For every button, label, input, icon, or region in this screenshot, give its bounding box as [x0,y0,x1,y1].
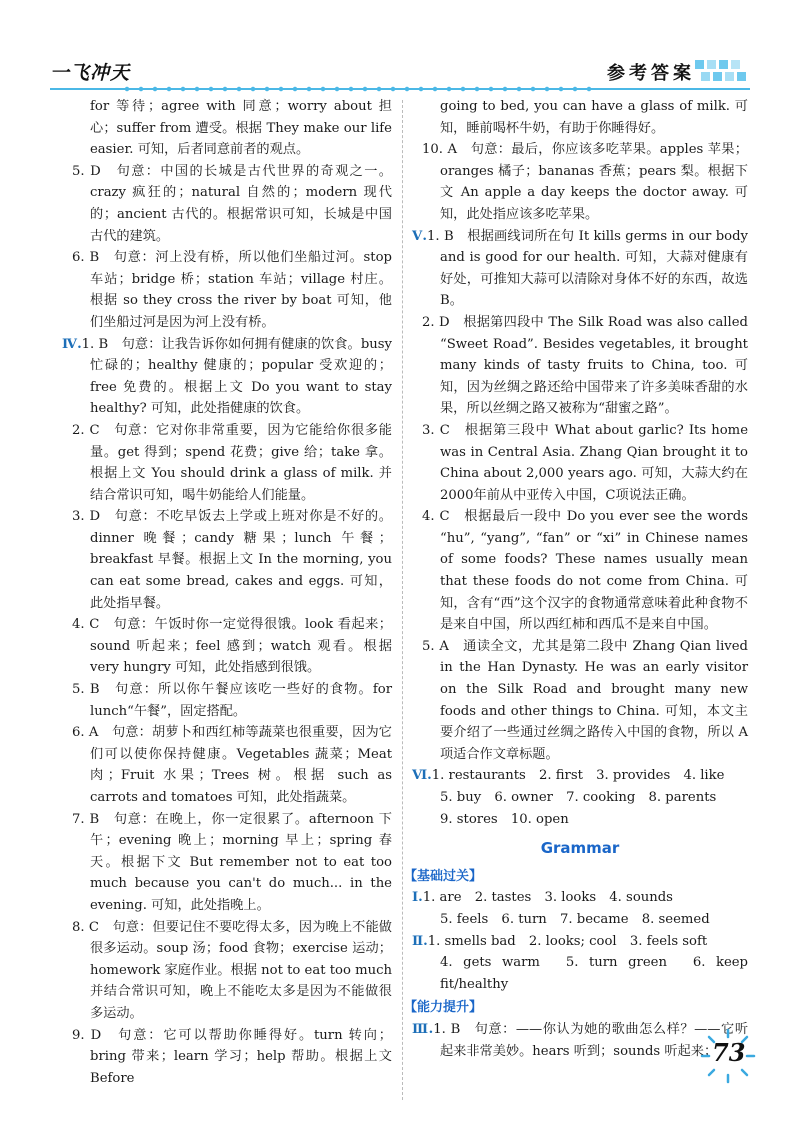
answer-text: 4. C 根据最后一段中 Do you ever see the words “hu”, “yang”, “fan” or “xi” in Chinese names of some foods? These names usually mean that these foods do not come from China. 可知，含有“西”这个汉字的食物通常意味着此种食物不是来自中国，所以西红柿和西瓜不是来自中国。 [422,509,748,633]
answer-text: 1. B 句意：——你认为她的歌曲怎么样？——它听起来非常美妙。hears 听到；sounds 听起来； [433,1021,749,1059]
answer-paragraph [62,506,392,614]
answer-paragraph [62,917,392,1025]
answer-text: 1. B 根据画线词所在句 It kills germs in our body and is good for our health. 可知，大蒜对健康有好处，可推知大蒜可以清除对身体不好的东西，故选 B。 [427,228,748,309]
answer-text: 3. D 句意：不吃早饭去上学或上班对你是不好的。dinner 晚餐；candy 糖果；lunch 午餐；breakfast 早餐。根据上文 In the morning, you can eat some bread, cakes and eggs. 可知，此处指早餐。 [72,509,392,611]
answer-text: 3. C 根据第三段中 What about garlic? Its home was in Central Asia. Zhang Qian brought it to China about 2,000 years ago. 可知，大蒜大约在2000年前从中亚传入中国，C项说法正确。 [422,422,748,503]
answer-text: 9. D 句意：它可以帮助你睡得好。turn 转向；bring 带来；learn 学习；help 帮助。根据上文 Before [72,1027,392,1086]
answer-paragraph [62,420,392,506]
grammar-ability-answers [412,1019,748,1062]
answer-paragraph [412,96,748,139]
answer-paragraph [412,139,748,225]
page-header [0,0,800,95]
answer-paragraph [62,247,392,333]
answer-text: 5. buy 6. owner 7. cooking 8. parents [440,790,717,805]
right-column [404,96,749,1062]
answer-paragraph [412,887,748,909]
roman-numeral: Ⅰ. [412,890,423,906]
answer-paragraph [62,679,392,722]
answer-text: 2. D 根据第四段中 The Silk Road was also called “Sweet Road”. Besides vegetables, it brought many kinds of tasty fruits to China, too. 可知，因为丝绸之路还给中国带来了许多美味香甜的水果，所以丝绸之路又被称为“甜蜜之路”。 [422,314,748,417]
answer-text: 6. A 句意：胡萝卜和西红柿等蔬菜也很重要，因为它们可以使你保持健康。Vegetables 蔬菜；Meat 肉；Fruit 水果；Trees 树。根据 such as carrots and tomatoes 可知，此处指蔬菜。 [72,725,392,805]
answer-paragraph [412,765,748,787]
answer-text: 4. C 句意：午饭时你一定觉得很饿。look 看起来；sound 听起来；feel 感到；watch 观看。根据 very hungry 可知，此处指感到很饿。 [72,617,392,676]
answer-paragraph [62,161,392,247]
header-rule [50,88,750,90]
page-number: 73 [712,1038,746,1067]
answer-paragraph [62,96,392,161]
grammar-basic-answers [412,887,748,995]
answer-paragraph [412,636,748,766]
answer-paragraph [412,312,748,420]
answer-paragraph [412,809,748,831]
answer-text: 1. are 2. tastes 3. looks 4. sounds [422,890,673,906]
answer-text: for 等待；agree with 同意；worry about 担心；suffer from 遭受。根据 They make our life easier. 可知，后者同意前者的观点。 [90,99,392,158]
section-title: 参考答案 [607,63,695,84]
answer-paragraph [412,420,748,506]
answer-text: 6. B 句意：河上没有桥，所以他们坐船过河。stop 车站；bridge 桥；station 车站；village 村庄。根据 so they cross the river by boat 可知，他们坐船过河是因为河上没有桥。 [72,250,392,330]
answer-paragraph [412,931,748,953]
roman-numeral: Ⅴ. [412,228,428,244]
answer-paragraph [62,722,392,808]
answer-text: 4. gets warm 5. turn green 6. keep fit/healthy [440,955,748,992]
answer-paragraph [62,809,392,917]
roman-numeral: Ⅳ. [62,336,82,352]
grammar-heading: Grammar [540,839,620,858]
roman-numeral: Ⅵ. [412,768,432,784]
answer-paragraph [412,952,748,995]
answer-paragraph [412,787,748,809]
answer-text: 9. stores 10. open [440,811,569,827]
column-divider [402,100,403,1100]
answer-text: 1. restaurants 2. first 3. provides 4. like [431,768,725,784]
answer-text: 5. feels 6. turn 7. became 8. seemed [440,911,710,927]
answer-paragraph [412,506,748,636]
answer-text: going to bed, you can have a glass of milk. 可知，睡前喝杯牛奶，有助于你睡得好。 [440,99,748,136]
answer-text: 1. B 句意：让我告诉你如何拥有健康的饮食。busy 忙碌的；healthy 健康的；popular 受欢迎的；free 免费的。根据上文 Do you want to stay healthy? 可知，此处指健康的饮食。 [81,336,392,417]
answer-paragraph [412,909,748,931]
answer-paragraph [412,226,748,312]
basic-tag: 【基础过关】 [404,868,483,884]
decorative-squares [695,60,743,88]
brand-logo-text: 一飞冲天 [50,62,131,84]
ability-tag: 【能力提升】 [404,1000,483,1016]
answer-paragraph [62,614,392,679]
answer-paragraph [412,1019,748,1062]
left-column [62,96,392,1089]
answer-text: 7. B 句意：在晚上，你一定很累了。afternoon 下午；evening 晚上；morning 早上；spring 春天。根据下文 But remember not to eat too much because you can't do much... in the evening. 可知，此处指晚上。 [72,811,392,913]
answer-text: 1. smells bad 2. looks; cool 3. feels soft [427,933,708,949]
answer-text: 10. A 句意：最后，你应该多吃苹果。apples 苹果；oranges 橘子；bananas 香蕉；pears 梨。根据下文 An apple a day keeps the doctor away. 可知，此处指应该多吃苹果。 [422,142,748,222]
roman-numeral: Ⅲ. [412,1021,434,1037]
answer-paragraph [62,334,392,420]
answer-text: 5. B 句意：所以你午餐应该吃一些好的食物。for lunch“午餐”，固定搭配。 [72,682,392,719]
answer-text: 5. A 通读全文，尤其是第二段中 Zhang Qian lived in the Han Dynasty. He was an early visitor on the Silk Road and brought many new foods and other things to China. 可知，本文主要介绍了一些通过丝绸之路传入中国的食物，所以 A 项适合作文章标题。 [422,638,748,762]
roman-numeral: Ⅱ. [412,933,428,949]
answer-text: 2. C 句意：它对你非常重要，因为它能给你很多能量。get 得到；spend 花费；give 给；take 拿。根据上文 You should drink a glass of milk. 并结合常识可知，喝牛奶能给人们能量。 [72,422,392,503]
answer-text: 8. C 句意：但要记住不要吃得太多，因为晚上不能做很多运动。soup 汤；food 食物；exercise 运动；homework 家庭作业。根据 not to eat too much 并结合常识可知，晚上不能吃太多是因为不能做很多运动。 [72,919,392,1021]
answer-text: 5. D 句意：中国的长城是古代世界的奇观之一。crazy 疯狂的；natural 自然的；modern 现代的；ancient 古代的。根据常识可知，长城是中国古代的建筑。 [72,163,392,244]
answer-paragraph [62,1025,392,1090]
right-main-answers [412,96,748,830]
